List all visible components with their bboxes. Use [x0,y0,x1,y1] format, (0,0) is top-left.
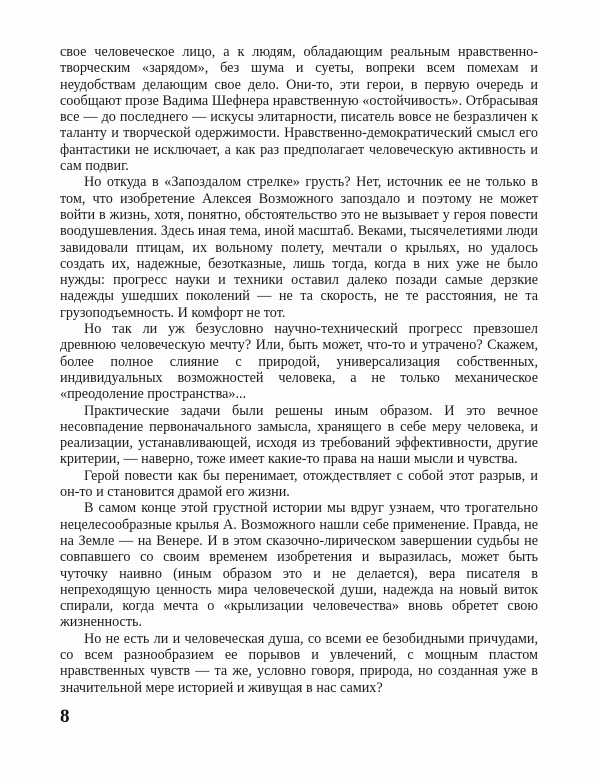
paragraph-5: Герой повести как бы перенимает, отождествляет с собой этот разрыв, и он-то и становится драмой его жизни. [60,467,538,501]
paragraph-6: В самом конце этой грустной истории мы вдруг узнаем, что трогательно нецелесообразные крылья А. Возможного нашли себе применение. Правда, не на Земле — на Венере. И в этом сказочно-лирическом завершении судьбы не совпавшего со своим временем изобретения и выразилась, может быть чуточку наивно (иным образом это и не делается), вера писателя в непреходящую ценность мира человеческой души, надежда на новый виток спирали, когда мечта о «крылизации человечества» вновь обретет свою жизненность. [60,500,538,631]
paragraph-4: Практические задачи были решены иным образом. И это вечное несовпадение первоначального замысла, хранящего в себе меру человека, и реализации, устанавливающей, исходя из требований эффективности, другие критерии, — наверно, тоже имеет какие-то права на наши мысли и чувства. [60,402,538,468]
paragraph-1: свое человеческое лицо, а к людям, обладающим реальным нравственно-творческим «зарядом», без шума и суеты, вопреки всем помехам и неудобствам делающим свое дело. Они-то, эти герои, в первую очередь и сообщают прозе Вадима Шефнера нравственную «остойчивость». Отбрасывая все — до последнего — искусы элитарности, писатель вовсе не безразличен к таланту и творческой одержимости. Нравственно-демократический смысл его фантастики не исключает, а как раз предполагает человеческую активность и сам подвиг. [60,44,538,175]
page-number: 8 [60,706,70,727]
body-text [60,44,538,696]
paragraph-7: Но не есть ли и человеческая душа, со всеми ее безобидными причудами, со всем разнообразием ее порывов и увлечений, с мощным пластом нравственных чувств — та же, условно говоря, природа, но созданная уже в значительной мере историей и живущая в нас самих? [60,630,538,696]
paragraph-3: Но так ли уж безусловно научно-технический прогресс превзошел древнюю человеческую мечту? Или, быть может, что-то и утрачено? Скажем, более полное слияние с природой, универсализация собственных, индивидуальных возможностей человека, а не только механическое «преодоление пространства»... [60,321,538,403]
paragraph-2: Но откуда в «Запоздалом стрелке» грусть? Нет, источник ее не только в том, что изобретение Алексея Возможного запоздало и поэтому не может войти в жизнь, хотя, понятно, обстоятельство это не вызывает у героя повести воодушевления. Здесь иная тема, иной масштаб. Веками, тысячелетиями люди завидовали птицам, их вольному полету, мечтали о крыльях, но удалось создать их, надежные, безотказные, лишь тогда, когда в них уже не было нужды: прогресс науки и техники оставил далеко позади самые дерзкие надежды ушедших поколений — не та скорость, не те расстояния, не та грузоподъемность. И комфорт не тот. [60,174,538,321]
